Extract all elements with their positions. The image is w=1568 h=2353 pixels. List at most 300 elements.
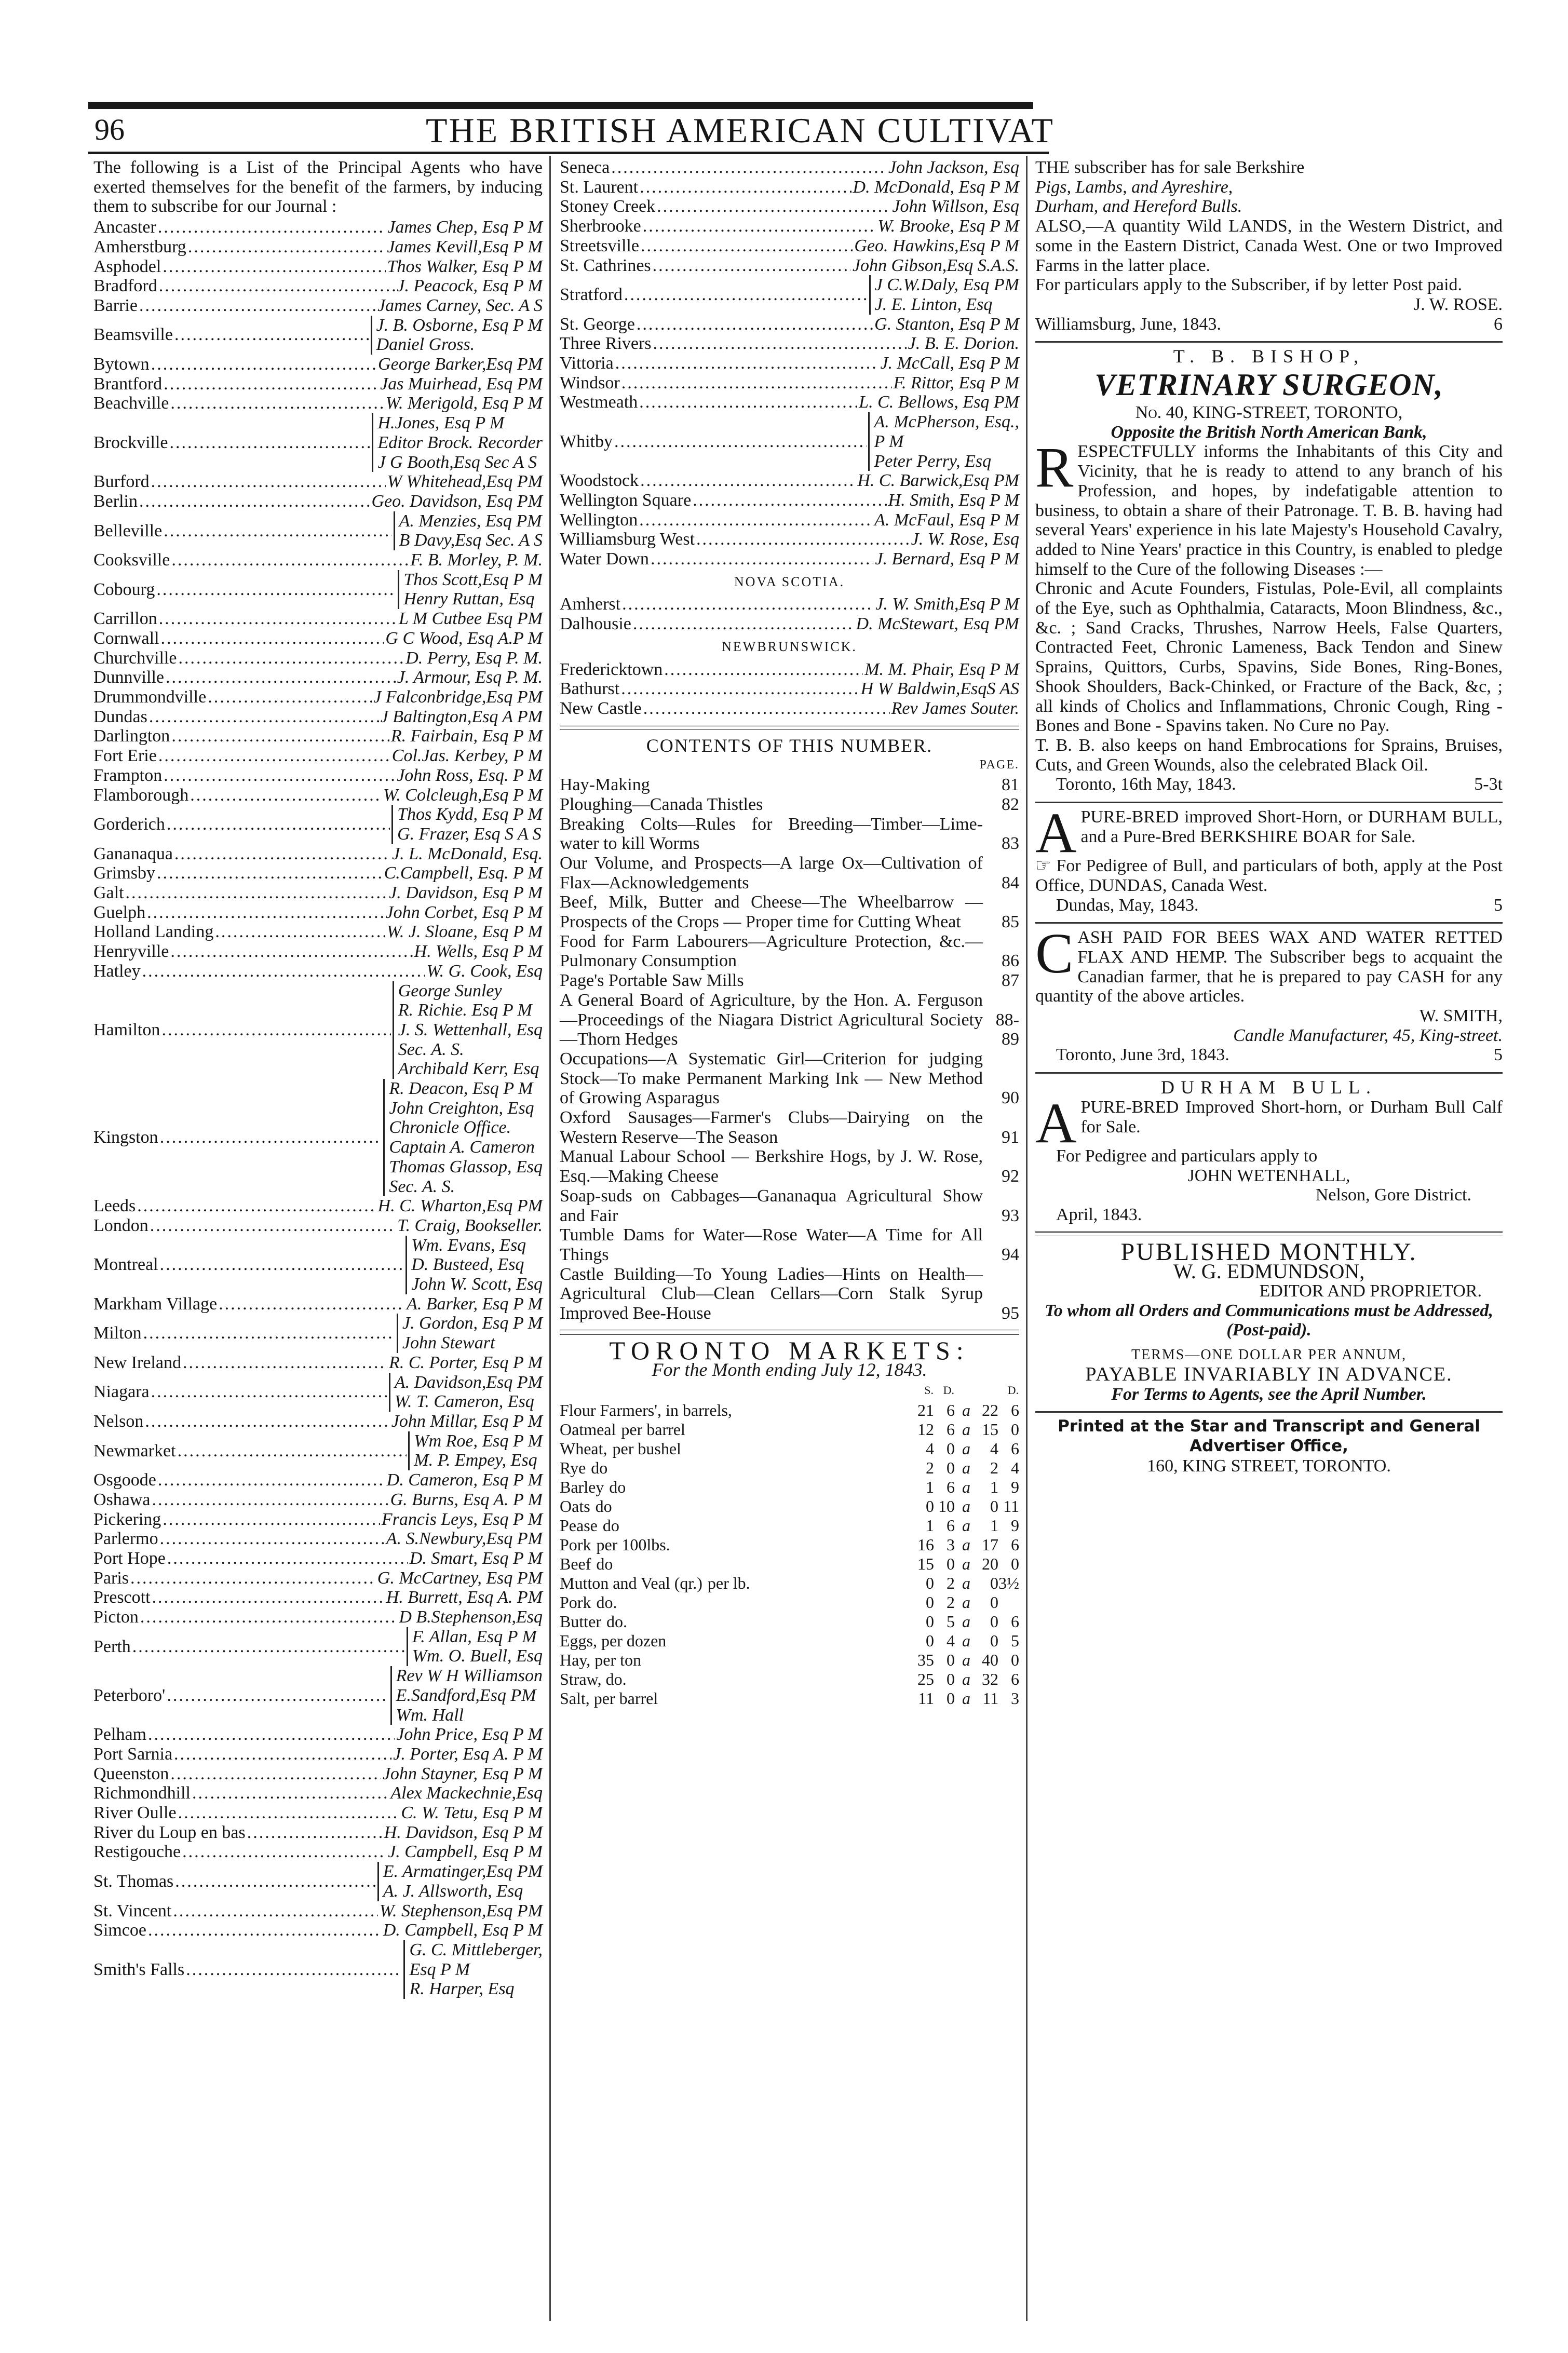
agent-name: J. Bernard, Esq P M xyxy=(875,549,1019,569)
agent-row xyxy=(93,1725,543,1745)
agent-names xyxy=(868,412,1019,471)
contents-entry-page: 95 xyxy=(1002,1304,1019,1323)
nova-scotia-heading: NOVA SCOTIA. xyxy=(734,574,845,589)
contents-entry-title: Soap-suds on Cabbages—Gananaqua Agricultural Show and Fair xyxy=(560,1186,983,1225)
price-low-shillings: 15 xyxy=(917,1554,934,1573)
agent-name: W. Brooke, Esq P M xyxy=(877,217,1019,236)
leader-dots xyxy=(152,1490,389,1510)
leader-dots xyxy=(190,786,382,805)
agent-row xyxy=(93,1373,543,1412)
leader-dots xyxy=(140,1607,397,1627)
contents-entry xyxy=(560,1147,1019,1186)
leader-dots xyxy=(139,492,370,511)
price-high-shillings: 4 xyxy=(990,1439,998,1458)
price-high-pence: 0 xyxy=(1011,1650,1019,1669)
market-item xyxy=(560,1689,913,1708)
agent-place: Seneca xyxy=(560,158,610,177)
agent-name: D. McStewart, Esq PM xyxy=(856,614,1019,634)
agent-row xyxy=(560,178,1019,197)
agent-row xyxy=(93,355,543,374)
ad-rose-place: Williamsburg, June, 1843. xyxy=(1035,314,1221,334)
col-d: D. xyxy=(943,1384,954,1397)
ad-smith-text: ASH PAID FOR BEES WAX AND WATER RETTED FLAX AND HEMP. The Subscriber begs to acquaint the Canadian farmer, that he is prepared to pay CASH for any quantity of the above articles. xyxy=(1035,928,1503,1006)
ad-bishop-text: ESPECTFULLY informs the Inhabitants of this City and Vicinity, that he is ready to attend to any branch of his Profession, and hopes, by indefatigable attention to business, to obtain a share of their Patronage. T. B. B. having had several Years' experience in his late Majesty's Household Cavalry, added to Nine Years' practice in this Country, is enabled to pledge himself to the Cure of the following Diseases :— xyxy=(1035,442,1503,579)
ad-divider xyxy=(1035,922,1503,924)
agent-name: A. Davidson,Esq PM xyxy=(394,1372,543,1392)
agent-name: John Creighton, Esq xyxy=(389,1098,534,1118)
agent-row xyxy=(93,550,543,570)
agent-name: Thos Walker, Esq P M xyxy=(387,256,543,276)
market-item-unit xyxy=(641,1651,646,1669)
ad-bull-place: Nelson, Gore District. xyxy=(1315,1185,1471,1205)
agent-place: Williamsburg West xyxy=(560,530,695,549)
agent-name: H. Wells, Esq P M xyxy=(414,942,543,962)
market-item-name: Flour Farmers', in barrels, xyxy=(560,1400,732,1419)
agent-place: Churchville xyxy=(93,648,177,668)
agent-place: Cornwall xyxy=(93,628,159,648)
agent-name: Chronicle Office. xyxy=(389,1118,511,1138)
leader-dots xyxy=(150,1216,396,1236)
agent-place: Bathurst xyxy=(560,679,620,699)
agent-name: J. Porter, Esq A. P M xyxy=(393,1744,543,1764)
ad-dundas xyxy=(1035,801,1503,915)
agent-name: H. Burrett, Esq A. PM xyxy=(386,1588,543,1607)
drop-cap: A xyxy=(1035,801,1077,865)
agent-row xyxy=(93,1431,543,1470)
agent-name: John Stewart xyxy=(402,1333,495,1353)
agent-name: R. Harper, Esq xyxy=(409,1979,515,1999)
agent-name: L M Cutbee Esq PM xyxy=(398,609,543,629)
agent-name: Jas Muirhead, Esq PM xyxy=(380,374,543,394)
agent-row xyxy=(560,393,1019,412)
agent-name: D. Cameron, Esq P M xyxy=(386,1470,543,1490)
agent-row xyxy=(560,354,1019,373)
price-high-shillings: 32 xyxy=(982,1669,998,1688)
agent-row xyxy=(93,1490,543,1510)
agent-place: Port Sarnia xyxy=(93,1744,173,1764)
agent-name: Thos Kydd, Esq P M xyxy=(397,805,543,824)
agents-list-continued xyxy=(560,158,1019,569)
leader-dots xyxy=(159,276,396,296)
ad-rose-signature: J. W. ROSE. xyxy=(1414,294,1503,314)
markets-subtitle: For the Month ending July 12, 1843. xyxy=(652,1359,927,1381)
market-item xyxy=(560,1516,913,1535)
agent-name: F. B. Morley, P. M. xyxy=(410,550,543,570)
ad-bishop-name: T. B. BISHOP, xyxy=(1173,346,1365,367)
payable: PAYABLE INVARIABLY IN ADVANCE. xyxy=(1085,1363,1453,1385)
market-row xyxy=(560,1593,1019,1612)
contents-page-label: PAGE. xyxy=(979,758,1019,772)
price-range-sep: a xyxy=(962,1592,970,1612)
agent-name: H. C. Wharton,Esq PM xyxy=(377,1196,543,1216)
price-high-pence: 11 xyxy=(1003,1496,1019,1516)
price-low-pence: 0 xyxy=(947,1688,955,1708)
market-row xyxy=(560,1535,1019,1554)
agent-row xyxy=(93,1216,543,1236)
agent-name: J. Campbell, Esq P M xyxy=(388,1842,543,1862)
price-low-shillings: 1 xyxy=(926,1516,934,1535)
agent-row xyxy=(93,276,543,296)
agent-place: Bytown xyxy=(93,355,150,374)
market-item-unit: do xyxy=(595,1496,612,1516)
leader-dots xyxy=(164,374,379,394)
agent-row xyxy=(560,256,1019,276)
agent-row xyxy=(560,679,1019,699)
contents-entry xyxy=(560,1049,1019,1108)
agent-row xyxy=(93,1079,543,1196)
agent-place: New Ireland xyxy=(93,1353,181,1372)
agent-place: Newmarket xyxy=(93,1441,176,1461)
contents-entry xyxy=(560,775,1019,795)
agent-name: R. Fairbain, Esq P M xyxy=(390,726,543,746)
agent-name: George Sunley xyxy=(398,981,502,1000)
agent-row xyxy=(93,1196,543,1216)
agent-name: J. Armour, Esq P. M. xyxy=(397,668,543,687)
price-low-pence: 6 xyxy=(947,1477,955,1496)
agent-row xyxy=(93,922,543,942)
ad-bishop xyxy=(1035,347,1503,794)
leader-dots xyxy=(624,285,868,305)
price-high-shillings: 20 xyxy=(982,1554,998,1573)
leader-dots xyxy=(170,942,412,962)
contents-entry-title: Tumble Dams for Water—Rose Water—A Time for All Things xyxy=(560,1225,983,1264)
agent-name: G. C. Mittleberger, xyxy=(409,1940,543,1959)
agent-names xyxy=(394,511,543,550)
contents-entry-title: Page's Portable Saw Mills xyxy=(560,971,744,991)
ad-rose-dateline xyxy=(1035,315,1503,334)
agent-place: Oshawa xyxy=(93,1490,151,1509)
leader-dots xyxy=(173,1901,378,1921)
contents-entry-title: A General Board of Agriculture, by the Hon. A. Ferguson—Proceedings of the Niagara District Agricultural Society—Thorn Hedges xyxy=(560,990,983,1049)
ad-dundas-pedigree: ☞ For Pedigree of Bull, and particulars of both, apply at the Post Office, DUNDAS, Canada West. xyxy=(1035,856,1503,895)
agent-row xyxy=(93,1549,543,1568)
ad-bishop-address: No. 40, KING-STREET, TORONTO, xyxy=(1135,403,1403,423)
ad-bull-body xyxy=(1035,1091,1503,1155)
leader-dots xyxy=(643,699,890,719)
agent-name: W. Stephenson,Esq PM xyxy=(379,1901,543,1921)
leader-dots xyxy=(192,1783,389,1803)
agent-name: J C.W.Daly, Esq PM xyxy=(874,275,1019,295)
leader-dots xyxy=(179,648,404,668)
agent-names xyxy=(371,316,543,355)
leader-dots xyxy=(143,1323,395,1343)
market-row xyxy=(560,1612,1019,1631)
agent-place: Vittoria xyxy=(560,354,614,373)
agent-place: Gananaqua xyxy=(93,844,173,863)
ad-smith-dateline xyxy=(1035,1045,1503,1065)
agent-place: Flamborough xyxy=(93,785,189,805)
leader-dots xyxy=(622,594,874,614)
agent-place: Milton xyxy=(93,1323,142,1343)
agent-row xyxy=(93,786,543,805)
agent-place: Osgoode xyxy=(93,1470,156,1490)
price-high-shillings: 2 xyxy=(990,1458,998,1477)
printer-address: 160, KING STREET, TORONTO. xyxy=(1147,1456,1391,1476)
agent-place: Parlermo xyxy=(93,1529,158,1549)
agent-place: Wellington Square xyxy=(560,490,692,510)
leader-dots xyxy=(159,609,397,629)
leader-dots xyxy=(174,1745,391,1764)
market-item-name: Salt, per barrel xyxy=(560,1688,658,1708)
agent-name: B Davy,Esq Sec. A S xyxy=(399,531,543,550)
leader-dots xyxy=(158,218,386,237)
contents-entry xyxy=(560,854,1019,892)
agent-place: River du Loup en bas xyxy=(93,1822,246,1842)
agent-row xyxy=(560,530,1019,549)
section-rule xyxy=(560,725,1019,730)
agent-place: Prescott xyxy=(93,1588,151,1607)
page-number: 96 xyxy=(94,113,125,146)
leader-dots xyxy=(182,1842,386,1862)
agent-name: G. Frazer, Esq S A S xyxy=(397,824,542,844)
price-high-shillings: 0 xyxy=(990,1496,998,1516)
agent-row xyxy=(93,1607,543,1627)
top-bar xyxy=(88,102,1033,109)
agent-name: J. W. Smith,Esq P M xyxy=(875,594,1019,614)
agent-name: D. Smart, Esq P M xyxy=(409,1548,543,1568)
price-high-pence: 6 xyxy=(1011,1535,1019,1554)
leader-dots xyxy=(130,1568,376,1588)
agent-name: Sec. A. S. xyxy=(398,1039,464,1059)
leader-dots xyxy=(633,614,855,634)
leader-dots xyxy=(164,766,395,786)
agent-name: G. McCartney, Esq PM xyxy=(377,1568,543,1588)
leader-dots xyxy=(615,354,879,373)
agent-name: W. T. Cameron, Esq xyxy=(394,1392,534,1412)
leader-dots xyxy=(161,1020,390,1040)
contents-entry xyxy=(560,1108,1019,1147)
agent-place: London xyxy=(93,1215,148,1235)
agent-place: Amherstburg xyxy=(93,237,186,256)
price-high-pence: 6 xyxy=(1011,1612,1019,1631)
agent-name: J. B. Osborne, Esq P M xyxy=(376,315,543,335)
contents-entry xyxy=(560,932,1019,971)
price-high-shillings: 17 xyxy=(982,1535,998,1554)
leader-dots xyxy=(156,580,396,600)
agent-name: Archibald Kerr, Esq xyxy=(398,1059,539,1079)
market-row xyxy=(560,1420,1019,1439)
price-high-pence: 0 xyxy=(1011,1419,1019,1439)
contents-entry-title: Food for Farm Labourers—Agriculture Protection, &c.—Pulmonary Consumption xyxy=(560,931,983,971)
market-item-name: Pork xyxy=(560,1535,591,1554)
ad-divider xyxy=(1035,802,1503,803)
price-low-pence: 6 xyxy=(947,1400,955,1419)
agent-place: Guelph xyxy=(93,902,146,922)
leader-dots xyxy=(174,325,369,345)
agent-name: C. W. Tetu, Esq P M xyxy=(401,1803,543,1823)
leader-dots xyxy=(139,296,376,316)
agent-place: Port Hope xyxy=(93,1548,166,1568)
price-low-shillings: 0 xyxy=(926,1573,934,1592)
agent-name: L. C. Bellows, Esq PM xyxy=(859,393,1019,412)
agent-row xyxy=(93,1353,543,1373)
agent-place: Kingston xyxy=(93,1128,158,1147)
agent-row xyxy=(560,614,1019,634)
agent-names xyxy=(403,1940,543,1999)
agent-name: W. G. Cook, Esq xyxy=(426,961,543,981)
new-brunswick-list xyxy=(560,660,1019,719)
col-d2: D. xyxy=(1007,1384,1019,1397)
agent-name: John Jackson, Esq xyxy=(888,158,1019,177)
agent-name: E.Sandford,Esq PM xyxy=(396,1685,536,1705)
agent-place: Restigouche xyxy=(93,1842,181,1862)
contents-entry-title: Occupations—A Systematic Girl—Criterion for judging Stock—To make Permanent Marking Ink — New Method of Growing Asparagus xyxy=(560,1049,983,1108)
market-item-name: Wheat, xyxy=(560,1439,607,1458)
contents-entry-page: 92 xyxy=(1002,1167,1019,1186)
ad-smith-body xyxy=(1035,922,1503,1006)
agent-place: Windsor xyxy=(560,373,620,393)
agent-place: Grimsby xyxy=(93,863,155,883)
printer: Printed at the Star and Transcript and General Advertiser Office, xyxy=(1058,1417,1480,1455)
leader-dots xyxy=(170,1764,381,1784)
contents-entry-page: 86 xyxy=(1002,951,1019,971)
price-high-pence: 0 xyxy=(1011,1554,1019,1573)
contents-entry-title: Hay-Making xyxy=(560,775,650,795)
price-high-pence: 3½ xyxy=(998,1573,1019,1592)
agent-place: Water Down xyxy=(560,549,649,569)
contents-entry-page: 93 xyxy=(1002,1206,1019,1225)
agent-row xyxy=(93,707,543,727)
agent-row xyxy=(93,942,543,962)
ad-smith-signature: W. SMITH, xyxy=(1419,1006,1503,1026)
agent-place: Nelson xyxy=(93,1412,144,1431)
agent-row xyxy=(93,668,543,687)
price-high-shillings: 0 xyxy=(990,1612,998,1631)
price-range-sep: a xyxy=(962,1650,970,1669)
price-range-sep: a xyxy=(962,1688,970,1708)
ad-bishop-title: VETRINARY SURGEON, xyxy=(1094,368,1443,402)
agent-place: Amherst xyxy=(560,594,621,614)
contents-entry-title: Castle Building—To Young Ladies—Hints on Health—Agricultural Club—Clean Cellars—Corn Stalk Syrup Improved Bee-House xyxy=(560,1264,983,1323)
market-row xyxy=(560,1516,1019,1535)
agent-place: Peterboro' xyxy=(93,1685,166,1705)
drop-cap: A xyxy=(1035,1091,1077,1155)
agent-name: J. McCall, Esq P M xyxy=(880,354,1019,373)
running-head: THE BRITISH AMERICAN CULTIVAT xyxy=(426,111,1055,150)
agent-place: Galt xyxy=(93,883,124,903)
agent-row xyxy=(93,648,543,668)
market-item-name: Oatmeal xyxy=(560,1419,616,1439)
agent-names xyxy=(391,805,543,844)
agent-place: River Oulle xyxy=(93,1803,177,1823)
leader-dots xyxy=(651,549,873,569)
agent-row xyxy=(93,726,543,746)
agent-place: Dunnville xyxy=(93,668,164,687)
agent-place: Dalhousie xyxy=(560,614,631,634)
middle-column xyxy=(560,158,1019,1708)
price-range-sep: a xyxy=(962,1573,970,1592)
agent-row xyxy=(93,746,543,766)
market-item xyxy=(560,1574,913,1593)
market-item xyxy=(560,1670,913,1689)
contents-entry xyxy=(560,892,1019,931)
agent-place: Beachville xyxy=(93,394,169,413)
contents-entry-title: Ploughing—Canada Thistles xyxy=(560,794,763,814)
contents-entry-title: Our Volume, and Prospects—A large Ox—Cultivation of Flax—Acknowledgements xyxy=(560,853,983,892)
col-s: S. xyxy=(924,1384,934,1397)
agent-name: J. Davidson, Esq P M xyxy=(389,883,543,903)
agent-name: R. C. Porter, Esq P M xyxy=(389,1353,543,1372)
agent-name: J. Gordon, Esq P M xyxy=(402,1314,543,1333)
agent-name: Thomas Glassop, Esq xyxy=(389,1157,543,1176)
agent-row xyxy=(93,374,543,394)
agent-place: Darlington xyxy=(93,726,170,746)
price-range-sep: a xyxy=(962,1400,970,1419)
market-item-name: Straw, do. xyxy=(560,1669,627,1688)
agent-row xyxy=(560,510,1019,530)
agent-name: Editor Brock. Recorder xyxy=(377,432,543,452)
editor-role: EDITOR AND PROPRIETOR. xyxy=(1259,1281,1482,1301)
agent-row xyxy=(93,1842,543,1862)
agent-place: Brantford xyxy=(93,374,163,394)
agent-name: George Barker,Esq PM xyxy=(378,355,543,374)
agent-row xyxy=(93,237,543,257)
agent-row xyxy=(93,1294,543,1314)
ad-bull-name: JOHN WETENHALL, xyxy=(1187,1166,1350,1185)
market-item xyxy=(560,1497,913,1516)
leader-dots xyxy=(170,394,384,413)
agent-place: Barrie xyxy=(93,295,138,315)
agent-row xyxy=(93,472,543,492)
agent-row xyxy=(93,1568,543,1588)
agent-name: W. J. Sloane, Esq P M xyxy=(386,922,543,942)
price-low-pence: 0 xyxy=(947,1458,955,1477)
price-high-shillings: 15 xyxy=(982,1419,998,1439)
leader-dots xyxy=(170,433,371,453)
agent-place: Bradford xyxy=(93,276,157,296)
market-item-name: Eggs, per dozen xyxy=(560,1631,667,1650)
price-high-shillings: 0 xyxy=(990,1592,998,1612)
ad-bull-pedigree: For Pedigree and particulars apply to xyxy=(1056,1146,1318,1166)
price-range-sep: a xyxy=(962,1458,970,1477)
leader-dots xyxy=(171,550,409,570)
agent-name: Henry Ruttan, Esq xyxy=(403,589,535,609)
leader-dots xyxy=(208,687,372,707)
price-high-pence: 3 xyxy=(1011,1688,1019,1708)
agent-name: J Falconbridge,Esq PM xyxy=(373,687,543,707)
agent-place: Stoney Creek xyxy=(560,197,656,217)
column-divider xyxy=(549,156,551,2321)
agent-row xyxy=(560,334,1019,354)
agent-name: John Price, Esq P M xyxy=(396,1725,543,1745)
new-brunswick-heading: NEWBRUNSWICK. xyxy=(722,639,857,654)
price-low-shillings: 12 xyxy=(917,1419,934,1439)
ad-dundas-date: Dundas, May, 1843. xyxy=(1056,895,1199,915)
agent-place: Woodstock xyxy=(560,471,639,491)
agent-place: Picton xyxy=(93,1607,139,1627)
agent-name: J. E. Linton, Esq xyxy=(874,294,993,314)
agent-names xyxy=(383,1079,543,1196)
market-item xyxy=(560,1535,913,1554)
agent-place: Whitby xyxy=(560,431,613,451)
market-item-name: Hay, per ton xyxy=(560,1650,641,1669)
agent-name: James Carney, Sec. A S xyxy=(377,295,543,315)
agent-name: Wm. Evans, Esq xyxy=(411,1235,526,1255)
agent-row xyxy=(560,217,1019,236)
price-low-pence: 2 xyxy=(947,1592,955,1612)
agent-name: M. M. Phair, Esq P M xyxy=(864,659,1019,679)
agent-name: J Baltington,Esq A PM xyxy=(380,707,543,726)
leader-dots xyxy=(186,1960,402,1980)
agent-name: John Stayner, Esq P M xyxy=(382,1764,543,1783)
markets-table xyxy=(560,1380,1019,1708)
agent-place: St. Vincent xyxy=(93,1901,172,1921)
contents-entry-page: 91 xyxy=(1002,1127,1019,1147)
market-row xyxy=(560,1439,1019,1458)
leader-dots xyxy=(142,962,425,981)
ad-rose-apply: For particulars apply to the Subscriber, if by letter Post paid. xyxy=(1035,275,1463,295)
agent-place: Berlin xyxy=(93,491,138,511)
